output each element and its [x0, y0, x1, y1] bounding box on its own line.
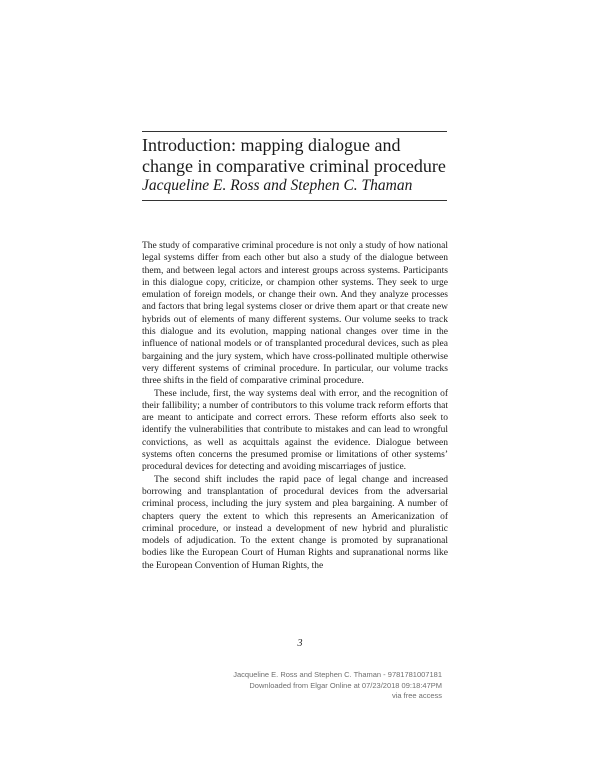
chapter-title: Introduction: mapping dialogue and change in comparative criminal procedure — [142, 135, 446, 176]
paragraph-2: These include, first, the way systems deal with error, and the recognition of their fallibility; a number of contributors to this volume track reform efforts that are meant to anticipate and correct errors. These reform efforts also seek to identify the vulnerabilities that contribute to mistakes and can lead to wrongful convictions, as well as acquittals against the evidence. Dialogue between systems often concerns the presumed promise or limitations of other systems’ procedural devices for detecting and avoiding miscarriages of justice. — [142, 388, 448, 473]
download-footer — [122, 670, 442, 702]
paragraph-3: The second shift includes the rapid pace of legal change and increased borrowing and transplantation of procedural devices from the adversarial criminal process, including the jury system and plea bargaining. A number of chapters query the extent to which this represents an Americanization of criminal procedure, or instead a development of new hybrid and pluralistic models of adjudication. To the extent change is promoted by supranational bodies like the European Court of Human Rights and supranational norms like the European Convention of Human Rights, the — [142, 474, 448, 571]
footer-citation: Jacqueline E. Ross and Stephen C. Thaman - 9781781007181 — [233, 670, 442, 679]
footer-download-info: Downloaded from Elgar Online at 07/23/2018 09:18:47PM — [249, 680, 442, 690]
footer-access: via free access — [391, 691, 442, 700]
chapter-authors: Jacqueline E. Ross and Stephen C. Thaman — [142, 177, 413, 194]
title-rule-top — [142, 131, 447, 132]
paragraph-1: The study of comparative criminal procedure is not only a study of how national legal systems differ from each other but also a study of the dialogue between them, and between legal actors and interest groups across systems. Participants in this dialogue copy, criticize, or champion other systems. They seek to urge emulation of foreign models, or change their own. And they analyze processes and factors that bring legal systems closer or drive them apart or that create new hybrids out of elements of many different systems. Our volume seeks to track this dialogue and its evolution, mapping national changes over time in the influence of national models or of transplanted procedural devices, such as plea bargaining and the jury system, which have cross-pollinated multiple otherwise very different systems of criminal procedure. In particular, our volume tracks three shifts in the field of comparative criminal procedure. — [142, 241, 448, 387]
title-rule-bottom — [142, 200, 447, 201]
body-text — [142, 240, 448, 572]
page-number: 3 — [297, 638, 303, 649]
